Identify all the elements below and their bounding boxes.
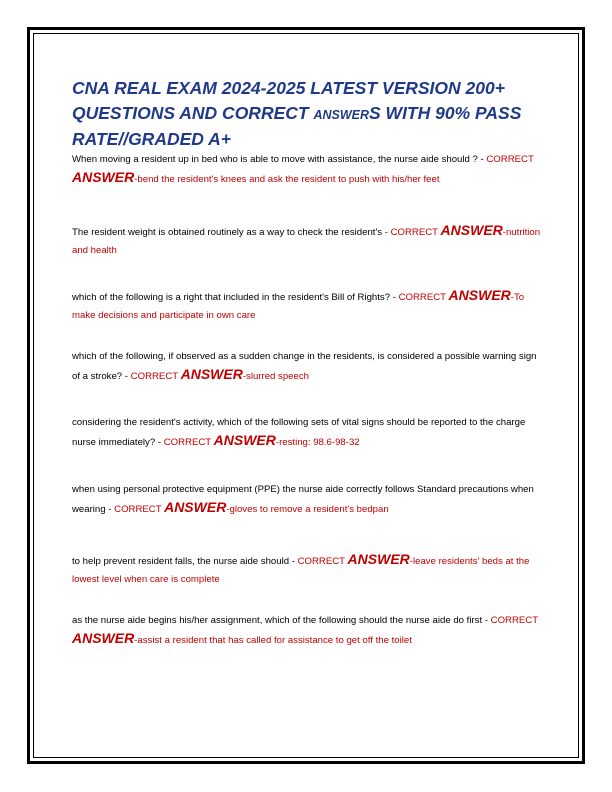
qa-item <box>72 222 542 259</box>
correct-label: CORRECT <box>130 370 178 382</box>
answer-text: -assist a resident that has called for assistance to get off the toilet <box>134 634 412 646</box>
answer-text: -gloves to remove a resident's bedpan <box>226 503 389 515</box>
correct-label: CORRECT <box>490 615 538 626</box>
correct-label: CORRECT <box>486 154 534 165</box>
answer-text: -slurred speech <box>242 370 309 382</box>
answer-text: -nutrition and health <box>72 227 541 256</box>
qa-item <box>72 348 542 385</box>
document-header <box>72 76 542 152</box>
qa-item <box>72 287 542 324</box>
question-text: which of the following is a right that included in the resident's Bill of Rights? - <box>72 292 396 303</box>
answer-text: -bend the resident's knees and ask the resident to push with his/her feet <box>134 173 440 185</box>
answer-label: ANSWER <box>347 551 410 567</box>
correct-label: CORRECT <box>163 436 211 448</box>
answer-label: ANSWER <box>164 498 227 515</box>
answer-label: ANSWER <box>72 168 135 185</box>
question-text: to help prevent resident falls, the nurse aide should - <box>72 556 295 567</box>
qa-item <box>72 612 542 649</box>
answer-label: ANSWER <box>180 365 243 382</box>
correct-label: CORRECT <box>390 227 438 238</box>
question-text: which of the following, if observed as a sudden change in the residents, is considered a possible warning sign of a stroke? - <box>72 351 537 382</box>
answer-label: ANSWER <box>72 629 135 646</box>
answer-text: -leave residents' beds at the lowest level when care is complete <box>72 556 530 585</box>
question-text: as the nurse aide begins his/her assignment, which of the following should the nurse aide do first - <box>72 615 488 626</box>
qa-item <box>72 151 542 188</box>
answer-label: ANSWER <box>213 431 276 448</box>
answer-label: ANSWER <box>448 287 511 303</box>
answer-text: -resting: 98.6-98-32 <box>275 436 360 448</box>
correct-label: CORRECT <box>398 292 446 303</box>
document-title: CNA REAL EXAM 2024-2025 LATEST VERSION 200+ QUESTIONS AND CORRECT ANSWERS WITH 90% PASS RATE//GRADED A+ <box>72 78 522 149</box>
question-text: when using personal protective equipment (PPE) the nurse aide correctly follows Standard precautions when wearing - <box>72 484 534 515</box>
qa-item <box>72 414 542 451</box>
question-text: The resident weight is obtained routinely as a way to check the resident's - <box>72 227 388 238</box>
answer-text: -To make decisions and participate in own care <box>72 292 525 321</box>
correct-label: CORRECT <box>114 503 162 515</box>
question-text: When moving a resident up in bed who is able to move with assistance, the nurse aide should ? - <box>72 154 484 165</box>
qa-item <box>72 551 542 588</box>
qa-item <box>72 481 542 518</box>
title-small-caps: ANSWER <box>313 107 370 122</box>
correct-label: CORRECT <box>297 556 345 567</box>
question-text: considering the resident's activity, which of the following sets of vital signs should be reported to the charge nurse immediately? - <box>72 417 526 448</box>
answer-label: ANSWER <box>440 222 503 238</box>
